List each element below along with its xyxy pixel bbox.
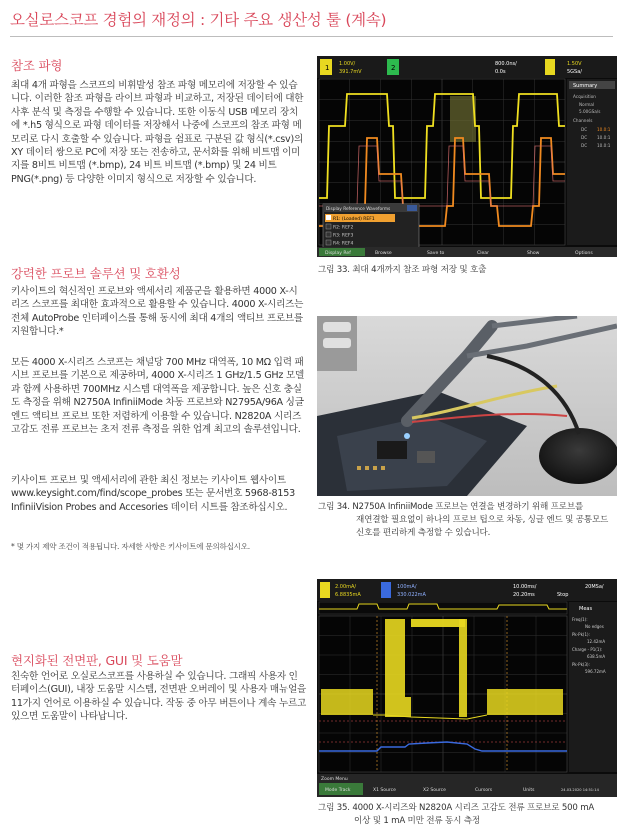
fig33-ref-item-1: R1: (Loaded) REF1 — [333, 217, 375, 222]
paragraph-probes-3: 키사이트 프로브 및 액세서리에 관한 최신 정보는 키사이트 웹사이트 www.keysight.com/find/scope_probes 또는 문서번호 5968-8153 InfiniiVision Probes and Accesories 데이터 시트를 참조하십시오. — [11, 475, 295, 513]
fig35-menu-label: Zoom Menu — [321, 777, 348, 782]
figure-35-caption-line-2: 이상 및 1 mA 미만 전류 동시 측정 — [354, 816, 480, 826]
svg-text:596.72mA: 596.72mA — [585, 669, 606, 674]
fig33-sample-rate: 5GSa/ — [567, 69, 582, 75]
paragraph-probes-1: 키사이트의 혁신적인 프로브와 액세서리 제품군을 활용하면 4000 X-시리즈 스코프를 최대한 효과적으로 활용할 수 있습니다. 4000 X-시리즈는 전체 AutoProbe 인터페이스를 통해 동시에 최대 4개의 액티브 프로브를 지원합니다.* — [11, 286, 304, 338]
figure-33-caption: 그림 33. 최대 4개까지 참조 파형 저장 및 호출 — [318, 265, 487, 275]
svg-text:1: 1 — [325, 64, 330, 72]
svg-text:Pk-Pk(1):: Pk-Pk(1): — [572, 632, 590, 637]
svg-text:No edges: No edges — [585, 624, 604, 629]
section-heading-localized-gui: 현지화된 전면판, GUI 및 도움말 — [11, 653, 183, 668]
figure-35-scope-screen — [317, 579, 617, 797]
fig35-ch3-scale: 100mA/ — [397, 584, 417, 590]
svg-text:12.42mA: 12.42mA — [587, 639, 606, 644]
figure-35-caption — [318, 802, 618, 828]
figure-35-caption-line-1: 그림 35. 4000 X-시리즈와 N2820A 시리즈 고감도 전류 프로브로 500 mA — [318, 803, 595, 813]
fig33-ch1-offset: 391.7mV — [339, 69, 362, 75]
figure-34-caption-line-2: 재연결할 필요없이 하나의 프로브 팁으로 차동, 싱글 엔드 및 공통모드 — [356, 515, 609, 525]
svg-text:10.0:1: 10.0:1 — [597, 135, 611, 140]
title-divider — [10, 36, 613, 37]
paragraph-localized-gui: 친숙한 언어로 오실로스코프를 사용하실 수 있습니다. 그래픽 사용자 인터페이스(GUI), 내장 도움말 시스템, 전면판 오버레이 및 사용자 매뉴얼을 11가지 언어로 이용하실 수 있습니다. 작동 중 아무 버튼이나 계속 누르고 있으면 도움말이 나타납니다. — [11, 671, 306, 723]
fig35-timebase: 10.00ms/ — [513, 584, 537, 590]
svg-text:Channels: Channels — [573, 118, 593, 123]
fig35-ch1-offset: 6.8835mA — [335, 592, 361, 598]
svg-text:Pk-Pk(3):: Pk-Pk(3): — [572, 662, 590, 667]
fig33-side-title: Summary — [573, 83, 598, 89]
svg-text:DC: DC — [581, 127, 588, 132]
figure-34-probe-photo — [317, 316, 617, 496]
svg-text:Show: Show — [527, 251, 540, 256]
fig33-ref-item-4: R4: REF4 — [333, 241, 354, 247]
svg-text:Clear: Clear — [477, 251, 490, 256]
svg-text:X2 Source: X2 Source — [423, 788, 446, 793]
fig35-sample-rate: 20MSa/ — [585, 584, 604, 590]
footnote: * 몇 가지 제약 조건이 적용됩니다. 자세한 사항은 키사이트에 문의하십시오. — [11, 542, 250, 551]
svg-text:Cursors: Cursors — [475, 788, 493, 793]
svg-text:5.00GSa/s: 5.00GSa/s — [579, 109, 601, 114]
svg-text:10.0:1: 10.0:1 — [597, 143, 611, 148]
svg-text:DC: DC — [581, 135, 588, 140]
svg-text:10.0:1: 10.0:1 — [597, 127, 611, 132]
svg-text:Acquisition: Acquisition — [573, 94, 596, 99]
fig35-meas-title: Meas — [579, 606, 593, 612]
fig33-ref-menu — [323, 204, 419, 250]
paragraph-reference-waveforms: 최대 4개 파형을 스코프의 비휘발성 참조 파형 메모리에 저장할 수 있습니다. 이러한 참조 파형을 라이브 파형과 비교하고, 저장된 데이터에 대한 사후 분석 및 측정을 수행할 수 있습니다. 또한 이동식 USB 메모리 장치에 *.h5 형식으로 파형 데이터를 저장해서 나중에 스코프의 참조 파형 메모리로 다시 호출할 수 있습니다. 파형을 쉼표로 구분된 값 형식(*.csv)의 XY 데이터 쌍으로 PC에 저장 또는 전송하고, 문서화를 위해 비트맵 이미지를 8비트 비트맵 (*.bmp), 24 비트 비트맵 (*.bmp) 및 24 비트 PNG(*.png) 등 다양한 이미지 형식으로 저장할 수 있습니다. — [11, 80, 304, 185]
fig33-trig: 1.50V — [567, 61, 582, 67]
svg-text:Freq(1):: Freq(1): — [572, 617, 588, 622]
fig33-time-offset: 0.0s — [495, 69, 506, 75]
svg-text:Browse: Browse — [375, 251, 392, 256]
fig35-trig-mode: Stop — [557, 592, 569, 598]
fig33-ch1-scale: 1.00V/ — [339, 61, 356, 67]
fig33-ref-item-2: R2: REF2 — [333, 225, 354, 231]
svg-text:DC: DC — [581, 143, 588, 148]
figure-34-caption — [318, 501, 618, 540]
page-title: 오실로스코프 경험의 재정의 : 기타 주요 생산성 툴 (계속) — [10, 11, 387, 29]
svg-text:24.03.2020 14:51:14: 24.03.2020 14:51:14 — [561, 788, 599, 792]
section-heading-reference-waveforms: 참조 파형 — [11, 58, 63, 73]
svg-text:X1 Source: X1 Source — [373, 788, 396, 793]
fig35-ch3-offset: 330.022mA — [397, 592, 426, 598]
svg-text:Charge - P1(1):: Charge - P1(1): — [572, 647, 603, 652]
section-heading-probes: 강력한 프로브 솔루션 및 호환성 — [11, 266, 181, 281]
paragraph-probes-2: 모든 4000 X-시리즈 스코프는 채널당 700 MHz 대역폭, 10 MΩ 입력 패시브 프로브를 기본으로 제공하며, 4000 X-시리즈 1 GHz/1.5 GHz 모델과 함께 사용하면 700MHz 시스템 대역폭을 제공합니다. 높은 신호 충실도 측정을 위해 N2750A InfiniiMode 차동 프로브와 N2795A/96A 싱글 엔드 액티브 프로브 또한 저렴하게 이용할 수 있습니다. N2820A 시리즈 고감도 전류 프로브는 초저 전류 측정을 위한 업계 최고의 솔루션입니다. — [11, 357, 305, 436]
fig35-time-offset: 20.20ms — [513, 592, 535, 598]
svg-text:638.5mA: 638.5mA — [587, 654, 606, 659]
figure-34-caption-line-1: 그림 34. N2750A InfiniiMode 프로브는 연결을 변경하기 위해 프로브를 — [318, 502, 584, 512]
svg-text:Display Reference Waveforms: Display Reference Waveforms — [326, 207, 391, 212]
fig35-ch1-scale: 2.00mA/ — [335, 584, 357, 590]
fig33-timebase: 800.0ns/ — [495, 61, 517, 67]
svg-text:Save to: Save to — [427, 251, 445, 256]
svg-text:Normal: Normal — [579, 102, 595, 107]
fig33-ch2-label: 2 — [391, 64, 396, 72]
figure-33-scope-screen — [317, 56, 617, 257]
svg-text:Units: Units — [523, 788, 535, 793]
figure-34-caption-line-3: 신호를 편리하게 측정할 수 있습니다. — [356, 528, 491, 538]
fig33-ref-item-3: R3: REF3 — [333, 233, 354, 239]
svg-text:Options: Options — [575, 251, 593, 256]
svg-text:Display Ref: Display Ref — [325, 251, 351, 256]
svg-text:Mode Track: Mode Track — [325, 788, 351, 793]
